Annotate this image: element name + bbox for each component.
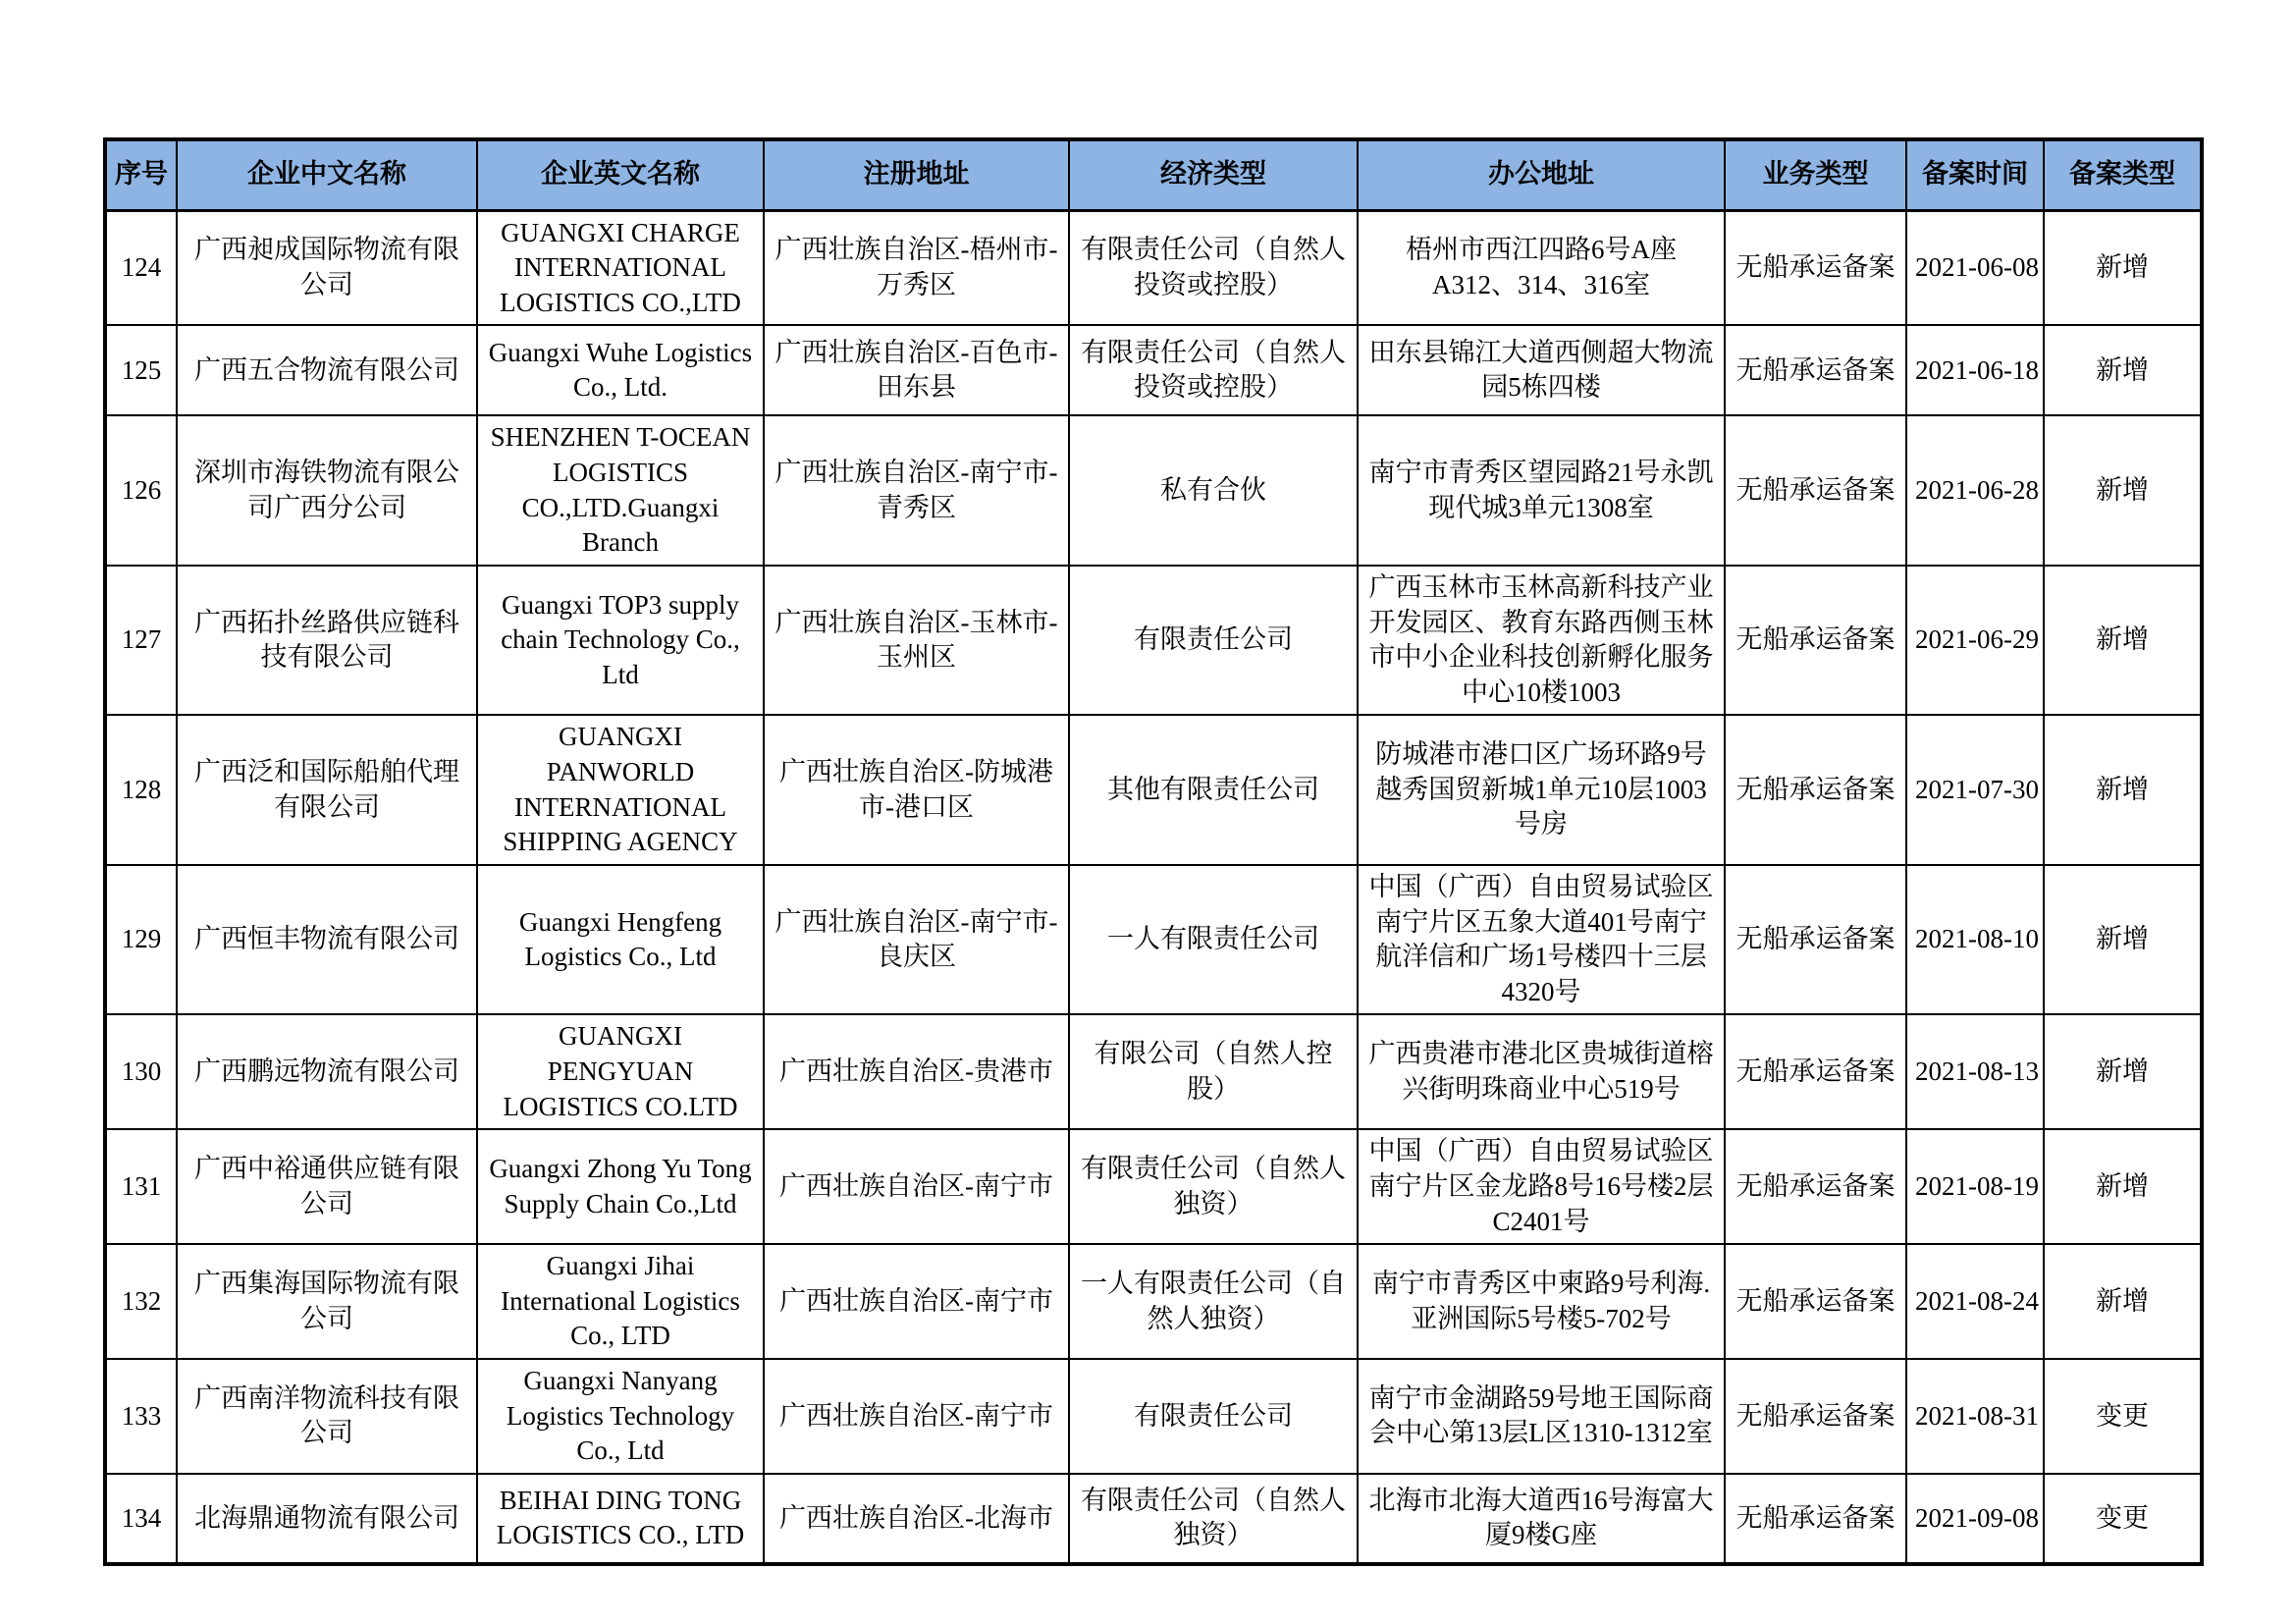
cell-reg_addr: 广西壮族自治区-南宁市 — [764, 1244, 1069, 1359]
cell-seq: 127 — [105, 566, 177, 716]
cell-seq: 126 — [105, 415, 177, 566]
cell-seq: 132 — [105, 1244, 177, 1359]
cell-record_date: 2021-08-24 — [1906, 1244, 2044, 1359]
cell-record_type: 变更 — [2044, 1359, 2202, 1474]
cell-en_name: Guangxi Jihai International Logistics Co., LTD — [477, 1244, 764, 1359]
cell-reg_addr: 广西壮族自治区-梧州市-万秀区 — [764, 210, 1069, 325]
cell-reg_addr: 广西壮族自治区-北海市 — [764, 1474, 1069, 1564]
cell-cn_name: 广西五合物流有限公司 — [177, 325, 477, 415]
cell-office_addr: 田东县锦江大道西侧超大物流园5栋四楼 — [1358, 325, 1725, 415]
table-body — [105, 210, 2202, 1564]
cell-biz_type: 无船承运备案 — [1725, 1359, 1906, 1474]
cell-biz_type: 无船承运备案 — [1725, 1244, 1906, 1359]
cell-econ_type: 一人有限责任公司（自然人独资） — [1069, 1244, 1358, 1359]
table-row — [105, 325, 2202, 415]
cell-record_date: 2021-08-10 — [1906, 865, 2044, 1015]
cell-reg_addr: 广西壮族自治区-南宁市-青秀区 — [764, 415, 1069, 566]
cell-cn_name: 北海鼎通物流有限公司 — [177, 1474, 477, 1564]
cell-biz_type: 无船承运备案 — [1725, 210, 1906, 325]
cell-econ_type: 私有合伙 — [1069, 415, 1358, 566]
cell-seq: 125 — [105, 325, 177, 415]
cell-biz_type: 无船承运备案 — [1725, 415, 1906, 566]
cell-record_type: 新增 — [2044, 1129, 2202, 1244]
cell-reg_addr: 广西壮族自治区-玉林市-玉州区 — [764, 566, 1069, 716]
cell-en_name: Guangxi Zhong Yu Tong Supply Chain Co.,Ltd — [477, 1129, 764, 1244]
table-row — [105, 1244, 2202, 1359]
cell-record_type: 新增 — [2044, 325, 2202, 415]
table-row — [105, 865, 2202, 1015]
company-filing-table — [103, 137, 2204, 1566]
cell-seq: 129 — [105, 865, 177, 1015]
cell-office_addr: 南宁市金湖路59号地王国际商会中心第13层L区1310-1312室 — [1358, 1359, 1725, 1474]
cell-record_type: 新增 — [2044, 865, 2202, 1015]
cell-econ_type: 有限责任公司（自然人独资） — [1069, 1474, 1358, 1564]
cell-reg_addr: 广西壮族自治区-防城港市-港口区 — [764, 715, 1069, 865]
cell-cn_name: 广西中裕通供应链有限公司 — [177, 1129, 477, 1244]
cell-cn_name: 广西泛和国际船舶代理有限公司 — [177, 715, 477, 865]
header-record-date: 备案时间 — [1906, 139, 2044, 210]
table-row — [105, 1359, 2202, 1474]
cell-cn_name: 广西南洋物流科技有限公司 — [177, 1359, 477, 1474]
cell-record_date: 2021-06-18 — [1906, 325, 2044, 415]
cell-office_addr: 中国（广西）自由贸易试验区南宁片区五象大道401号南宁航洋信和广场1号楼四十三层4320号 — [1358, 865, 1725, 1015]
cell-cn_name: 广西鹏远物流有限公司 — [177, 1014, 477, 1129]
cell-en_name: GUANGXI PANWORLD INTERNATIONAL SHIPPING AGENCY — [477, 715, 764, 865]
cell-econ_type: 有限责任公司 — [1069, 566, 1358, 716]
table-row — [105, 210, 2202, 325]
cell-biz_type: 无船承运备案 — [1725, 715, 1906, 865]
cell-record_date: 2021-06-28 — [1906, 415, 2044, 566]
cell-record_type: 新增 — [2044, 715, 2202, 865]
cell-office_addr: 北海市北海大道西16号海富大厦9楼G座 — [1358, 1474, 1725, 1564]
cell-econ_type: 一人有限责任公司 — [1069, 865, 1358, 1015]
cell-biz_type: 无船承运备案 — [1725, 1129, 1906, 1244]
cell-reg_addr: 广西壮族自治区-南宁市-良庆区 — [764, 865, 1069, 1015]
cell-en_name: BEIHAI DING TONG LOGISTICS CO., LTD — [477, 1474, 764, 1564]
cell-seq: 124 — [105, 210, 177, 325]
cell-record_type: 变更 — [2044, 1474, 2202, 1564]
cell-cn_name: 深圳市海铁物流有限公司广西分公司 — [177, 415, 477, 566]
cell-biz_type: 无船承运备案 — [1725, 1014, 1906, 1129]
cell-record_date: 2021-08-13 — [1906, 1014, 2044, 1129]
header-office-addr: 办公地址 — [1358, 139, 1725, 210]
cell-seq: 133 — [105, 1359, 177, 1474]
cell-record_type: 新增 — [2044, 210, 2202, 325]
cell-en_name: GUANGXI CHARGE INTERNATIONAL LOGISTICS CO.,LTD — [477, 210, 764, 325]
cell-reg_addr: 广西壮族自治区-南宁市 — [764, 1129, 1069, 1244]
cell-record_date: 2021-08-19 — [1906, 1129, 2044, 1244]
cell-office_addr: 南宁市青秀区中柬路9号利海.亚洲国际5号楼5-702号 — [1358, 1244, 1725, 1359]
cell-reg_addr: 广西壮族自治区-南宁市 — [764, 1359, 1069, 1474]
cell-en_name: SHENZHEN T-OCEAN LOGISTICS CO.,LTD.Guangxi Branch — [477, 415, 764, 566]
header-record-type: 备案类型 — [2044, 139, 2202, 210]
cell-econ_type: 有限责任公司 — [1069, 1359, 1358, 1474]
cell-record_date: 2021-06-08 — [1906, 210, 2044, 325]
cell-cn_name: 广西拓扑丝路供应链科技有限公司 — [177, 566, 477, 716]
cell-econ_type: 有限公司（自然人控股） — [1069, 1014, 1358, 1129]
cell-econ_type: 其他有限责任公司 — [1069, 715, 1358, 865]
cell-record_date: 2021-08-31 — [1906, 1359, 2044, 1474]
cell-record_type: 新增 — [2044, 1244, 2202, 1359]
header-seq: 序号 — [105, 139, 177, 210]
cell-seq: 134 — [105, 1474, 177, 1564]
cell-office_addr: 广西玉林市玉林高新科技产业开发园区、教育东路西侧玉林市中小企业科技创新孵化服务中心10楼1003 — [1358, 566, 1725, 716]
cell-seq: 130 — [105, 1014, 177, 1129]
cell-record_type: 新增 — [2044, 566, 2202, 716]
table-row — [105, 715, 2202, 865]
table-row — [105, 1474, 2202, 1564]
cell-reg_addr: 广西壮族自治区-百色市-田东县 — [764, 325, 1069, 415]
header-en-name: 企业英文名称 — [477, 139, 764, 210]
cell-reg_addr: 广西壮族自治区-贵港市 — [764, 1014, 1069, 1129]
cell-cn_name: 广西昶成国际物流有限公司 — [177, 210, 477, 325]
cell-biz_type: 无船承运备案 — [1725, 325, 1906, 415]
cell-econ_type: 有限责任公司（自然人独资） — [1069, 1129, 1358, 1244]
cell-record_date: 2021-09-08 — [1906, 1474, 2044, 1564]
cell-record_type: 新增 — [2044, 1014, 2202, 1129]
cell-seq: 131 — [105, 1129, 177, 1244]
header-econ-type: 经济类型 — [1069, 139, 1358, 210]
table-row — [105, 415, 2202, 566]
cell-office_addr: 中国（广西）自由贸易试验区南宁片区金龙路8号16号楼2层C2401号 — [1358, 1129, 1725, 1244]
table-row — [105, 1014, 2202, 1129]
cell-econ_type: 有限责任公司（自然人投资或控股） — [1069, 210, 1358, 325]
header-biz-type: 业务类型 — [1725, 139, 1906, 210]
cell-seq: 128 — [105, 715, 177, 865]
header-cn-name: 企业中文名称 — [177, 139, 477, 210]
header-reg-addr: 注册地址 — [764, 139, 1069, 210]
cell-office_addr: 防城港市港口区广场环路9号越秀国贸新城1单元10层1003号房 — [1358, 715, 1725, 865]
cell-en_name: Guangxi Nanyang Logistics Technology Co., Ltd — [477, 1359, 764, 1474]
cell-cn_name: 广西集海国际物流有限公司 — [177, 1244, 477, 1359]
cell-record_type: 新增 — [2044, 415, 2202, 566]
cell-biz_type: 无船承运备案 — [1725, 1474, 1906, 1564]
cell-cn_name: 广西恒丰物流有限公司 — [177, 865, 477, 1015]
cell-biz_type: 无船承运备案 — [1725, 865, 1906, 1015]
cell-office_addr: 南宁市青秀区望园路21号永凯现代城3单元1308室 — [1358, 415, 1725, 566]
cell-record_date: 2021-07-30 — [1906, 715, 2044, 865]
table-row — [105, 1129, 2202, 1244]
cell-en_name: Guangxi Hengfeng Logistics Co., Ltd — [477, 865, 764, 1015]
table-row — [105, 566, 2202, 716]
table-header-row — [105, 139, 2202, 210]
cell-en_name: Guangxi Wuhe Logistics Co., Ltd. — [477, 325, 764, 415]
cell-en_name: GUANGXI PENGYUAN LOGISTICS CO.LTD — [477, 1014, 764, 1129]
cell-office_addr: 广西贵港市港北区贵城街道榕兴街明珠商业中心519号 — [1358, 1014, 1725, 1129]
cell-econ_type: 有限责任公司（自然人投资或控股） — [1069, 325, 1358, 415]
cell-biz_type: 无船承运备案 — [1725, 566, 1906, 716]
cell-en_name: Guangxi TOP3 supply chain Technology Co., Ltd — [477, 566, 764, 716]
cell-record_date: 2021-06-29 — [1906, 566, 2044, 716]
cell-office_addr: 梧州市西江四路6号A座A312、314、316室 — [1358, 210, 1725, 325]
